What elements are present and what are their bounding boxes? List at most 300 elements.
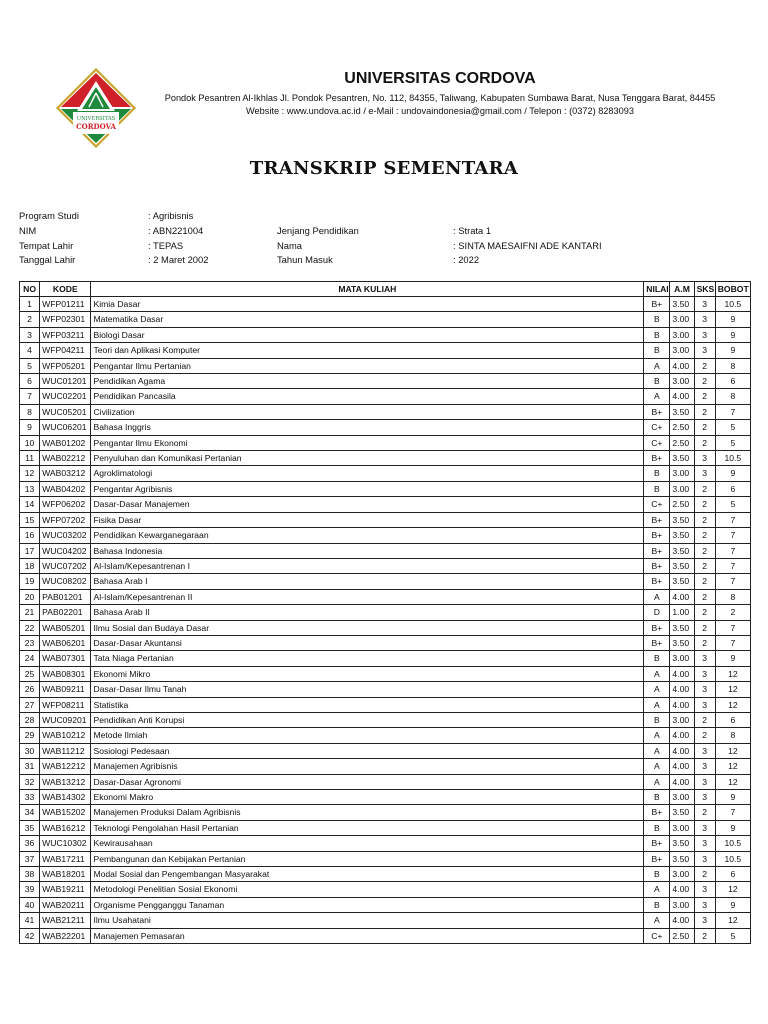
cell-no: 35 — [20, 820, 40, 835]
cell-no: 33 — [20, 790, 40, 805]
cell-bobot: 9 — [715, 327, 750, 342]
table-row — [20, 728, 751, 743]
cell-mata-kuliah: Ilmu Usahatani — [91, 913, 644, 928]
cell-mata-kuliah: Al-Islam/Kepesantrenan I — [91, 558, 644, 573]
table-row — [20, 759, 751, 774]
cell-sks: 3 — [694, 882, 715, 897]
cell-bobot: 10.5 — [715, 836, 750, 851]
cell-nilai: A — [644, 589, 670, 604]
cell-mata-kuliah: Matematika Dasar — [91, 312, 644, 327]
cell-bobot: 7 — [715, 512, 750, 527]
table-row — [20, 712, 751, 727]
table-row — [20, 420, 751, 435]
cell-mata-kuliah: Ekonomi Makro — [91, 790, 644, 805]
cell-bobot: 12 — [715, 743, 750, 758]
cell-no: 29 — [20, 728, 40, 743]
table-row — [20, 913, 751, 928]
cell-sks: 2 — [694, 867, 715, 882]
cell-nilai: B+ — [644, 836, 670, 851]
cell-bobot: 12 — [715, 774, 750, 789]
cell-nilai: A — [644, 666, 670, 681]
cell-mata-kuliah: Manajemen Agribisnis — [91, 759, 644, 774]
cell-mata-kuliah: Pembangunan dan Kebijakan Pertanian — [91, 851, 644, 866]
name-value: : SINTA MAESAIFNI ADE KANTARI — [453, 240, 602, 251]
cell-kode: WAB10212 — [40, 728, 91, 743]
header-bobot: BOBOT — [715, 282, 750, 297]
cell-nilai: C+ — [644, 435, 670, 450]
cell-sks: 3 — [694, 820, 715, 835]
cell-bobot: 12 — [715, 682, 750, 697]
cell-no: 9 — [20, 420, 40, 435]
cell-sks: 2 — [694, 512, 715, 527]
cell-sks: 3 — [694, 897, 715, 912]
cell-bobot: 6 — [715, 374, 750, 389]
cell-no: 36 — [20, 836, 40, 851]
university-contact: Website : www.undova.ac.id / e-Mail : undovaindonesia@gmail.com / Telepon : (0372) 8283093 — [246, 106, 634, 116]
cell-nilai: A — [644, 728, 670, 743]
cell-no: 11 — [20, 451, 40, 466]
cell-mata-kuliah: Agroklimatologi — [91, 466, 644, 481]
cell-nilai: A — [644, 743, 670, 758]
cell-no: 22 — [20, 620, 40, 635]
header-kode: KODE — [40, 282, 91, 297]
cell-mata-kuliah: Kimia Dasar — [91, 297, 644, 312]
cell-am: 2.50 — [670, 420, 694, 435]
cell-nilai: A — [644, 358, 670, 373]
cell-kode: WUC08202 — [40, 574, 91, 589]
cell-am: 3.00 — [670, 312, 694, 327]
cell-bobot: 6 — [715, 712, 750, 727]
cell-nilai: A — [644, 389, 670, 404]
cell-sks: 2 — [694, 728, 715, 743]
cell-no: 40 — [20, 897, 40, 912]
cell-sks: 2 — [694, 635, 715, 650]
cell-am: 2.50 — [670, 435, 694, 450]
cell-no: 6 — [20, 374, 40, 389]
cell-mata-kuliah: Bahasa Indonesia — [91, 543, 644, 558]
cell-sks: 3 — [694, 682, 715, 697]
cell-mata-kuliah: Pendidikan Kewarganegaraan — [91, 528, 644, 543]
table-row — [20, 435, 751, 450]
cell-nilai: B+ — [644, 620, 670, 635]
logo-text-bottom: CORDOVA — [76, 122, 116, 131]
table-row — [20, 605, 751, 620]
cell-kode: WAB17211 — [40, 851, 91, 866]
cell-sks: 3 — [694, 327, 715, 342]
cell-no: 2 — [20, 312, 40, 327]
cell-mata-kuliah: Dasar-Dasar Ilmu Tanah — [91, 682, 644, 697]
cell-no: 37 — [20, 851, 40, 866]
cell-am: 3.00 — [670, 790, 694, 805]
cell-sks: 3 — [694, 466, 715, 481]
cell-kode: WAB11212 — [40, 743, 91, 758]
cell-nilai: A — [644, 759, 670, 774]
table-row — [20, 666, 751, 681]
cell-sks: 3 — [694, 451, 715, 466]
cell-bobot: 7 — [715, 574, 750, 589]
cell-kode: WAB15202 — [40, 805, 91, 820]
cell-no: 5 — [20, 358, 40, 373]
cell-nilai: C+ — [644, 497, 670, 512]
cell-bobot: 10.5 — [715, 851, 750, 866]
cell-am: 4.00 — [670, 358, 694, 373]
cell-bobot: 8 — [715, 728, 750, 743]
cell-nilai: B+ — [644, 543, 670, 558]
cell-sks: 2 — [694, 928, 715, 943]
cell-nilai: A — [644, 682, 670, 697]
table-header-row — [20, 282, 751, 297]
cell-no: 34 — [20, 805, 40, 820]
cell-kode: WFP08211 — [40, 697, 91, 712]
cell-am: 3.50 — [670, 558, 694, 573]
cell-mata-kuliah: Statistika — [91, 697, 644, 712]
table-row — [20, 574, 751, 589]
cell-kode: WFP06202 — [40, 497, 91, 512]
cell-mata-kuliah: Metodologi Penelitian Sosial Ekonomi — [91, 882, 644, 897]
cell-am: 3.00 — [670, 374, 694, 389]
cell-bobot: 12 — [715, 697, 750, 712]
cell-kode: PAB02201 — [40, 605, 91, 620]
cell-no: 18 — [20, 558, 40, 573]
entry-year-value: : 2022 — [453, 254, 480, 265]
table-row — [20, 481, 751, 496]
name-label: Nama — [277, 240, 303, 251]
cell-kode: WAB05201 — [40, 620, 91, 635]
cell-am: 3.50 — [670, 805, 694, 820]
table-row — [20, 543, 751, 558]
cell-nilai: B — [644, 867, 670, 882]
table-row — [20, 635, 751, 650]
cell-bobot: 5 — [715, 435, 750, 450]
cell-mata-kuliah: Organisme Pengganggu Tanaman — [91, 897, 644, 912]
cell-am: 4.00 — [670, 682, 694, 697]
cell-nilai: B+ — [644, 558, 670, 573]
cell-am: 3.50 — [670, 297, 694, 312]
cell-mata-kuliah: Dasar-Dasar Agronomi — [91, 774, 644, 789]
cell-mata-kuliah: Dasar-Dasar Akuntansi — [91, 635, 644, 650]
cell-no: 20 — [20, 589, 40, 604]
cell-no: 8 — [20, 404, 40, 419]
nim-label: NIM — [19, 225, 37, 236]
cell-mata-kuliah: Manajemen Pemasaran — [91, 928, 644, 943]
table-row — [20, 820, 751, 835]
cell-no: 16 — [20, 528, 40, 543]
cell-kode: WAB18201 — [40, 867, 91, 882]
table-row — [20, 651, 751, 666]
cell-am: 4.00 — [670, 697, 694, 712]
university-crest-logo-icon — [55, 67, 137, 149]
cell-am: 4.00 — [670, 743, 694, 758]
cell-mata-kuliah: Biologi Dasar — [91, 327, 644, 342]
table-row — [20, 327, 751, 342]
cell-bobot: 7 — [715, 543, 750, 558]
table-row — [20, 620, 751, 635]
header-am: A.M — [670, 282, 694, 297]
cell-bobot: 7 — [715, 620, 750, 635]
cell-nilai: B — [644, 374, 670, 389]
cell-no: 30 — [20, 743, 40, 758]
cell-sks: 3 — [694, 851, 715, 866]
university-name: UNIVERSITAS CORDOVA — [344, 70, 536, 87]
cell-kode: WAB06201 — [40, 635, 91, 650]
cell-nilai: C+ — [644, 928, 670, 943]
cell-kode: WUC05201 — [40, 404, 91, 419]
table-row — [20, 882, 751, 897]
cell-no: 26 — [20, 682, 40, 697]
cell-bobot: 9 — [715, 343, 750, 358]
cell-nilai: B — [644, 327, 670, 342]
cell-nilai: A — [644, 913, 670, 928]
cell-bobot: 9 — [715, 651, 750, 666]
cell-kode: WUC06201 — [40, 420, 91, 435]
cell-kode: WAB02212 — [40, 451, 91, 466]
cell-sks: 3 — [694, 774, 715, 789]
logo-text-top: UNIVERSITAS — [76, 116, 116, 122]
cell-am: 3.50 — [670, 528, 694, 543]
cell-nilai: B+ — [644, 851, 670, 866]
cell-kode: WAB20211 — [40, 897, 91, 912]
cell-no: 4 — [20, 343, 40, 358]
cell-bobot: 2 — [715, 605, 750, 620]
cell-kode: WUC01201 — [40, 374, 91, 389]
cell-kode: WAB01202 — [40, 435, 91, 450]
cell-mata-kuliah: Pendidikan Anti Korupsi — [91, 712, 644, 727]
cell-no: 28 — [20, 712, 40, 727]
cell-kode: WAB03212 — [40, 466, 91, 481]
cell-no: 13 — [20, 481, 40, 496]
table-row — [20, 466, 751, 481]
cell-sks: 2 — [694, 374, 715, 389]
table-row — [20, 343, 751, 358]
cell-am: 3.00 — [670, 651, 694, 666]
entry-year-label: Tahun Masuk — [277, 254, 333, 265]
table-row — [20, 682, 751, 697]
transcript-table — [19, 281, 751, 944]
cell-bobot: 5 — [715, 928, 750, 943]
cell-mata-kuliah: Pendidikan Agama — [91, 374, 644, 389]
cell-nilai: B — [644, 897, 670, 912]
cell-nilai: B+ — [644, 528, 670, 543]
cell-mata-kuliah: Penyuluhan dan Komunikasi Pertanian — [91, 451, 644, 466]
cell-no: 27 — [20, 697, 40, 712]
cell-nilai: B+ — [644, 404, 670, 419]
birthplace-label: Tempat Lahir — [19, 240, 74, 251]
cell-bobot: 6 — [715, 481, 750, 496]
cell-am: 4.00 — [670, 882, 694, 897]
cell-kode: PAB01201 — [40, 589, 91, 604]
table-row — [20, 697, 751, 712]
cell-mata-kuliah: Ilmu Sosial dan Budaya Dasar — [91, 620, 644, 635]
cell-kode: WAB21211 — [40, 913, 91, 928]
birthdate-value: : 2 Maret 2002 — [148, 254, 209, 265]
cell-bobot: 8 — [715, 389, 750, 404]
cell-bobot: 7 — [715, 558, 750, 573]
cell-am: 3.50 — [670, 451, 694, 466]
cell-nilai: B+ — [644, 635, 670, 650]
cell-no: 25 — [20, 666, 40, 681]
cell-nilai: B — [644, 820, 670, 835]
cell-sks: 2 — [694, 558, 715, 573]
cell-mata-kuliah: Dasar-Dasar Manajemen — [91, 497, 644, 512]
cell-nilai: A — [644, 697, 670, 712]
cell-bobot: 12 — [715, 913, 750, 928]
cell-sks: 2 — [694, 481, 715, 496]
level-label: Jenjang Pendidikan — [277, 225, 359, 236]
cell-mata-kuliah: Pengantar Agribisnis — [91, 481, 644, 496]
cell-am: 3.50 — [670, 543, 694, 558]
cell-nilai: C+ — [644, 420, 670, 435]
cell-no: 3 — [20, 327, 40, 342]
cell-kode: WAB22201 — [40, 928, 91, 943]
cell-no: 7 — [20, 389, 40, 404]
university-address: Pondok Pesantren Al-Ikhlas Jl. Pondok Pesantren, No. 112, 84355, Taliwang, Kabupaten Sumbawa Barat, Nusa Tenggara Barat, 84455 — [164, 93, 716, 103]
cell-kode: WFP05201 — [40, 358, 91, 373]
cell-no: 38 — [20, 867, 40, 882]
cell-mata-kuliah: Pendidikan Pancasila — [91, 389, 644, 404]
cell-bobot: 9 — [715, 466, 750, 481]
cell-no: 12 — [20, 466, 40, 481]
cell-mata-kuliah: Bahasa Arab II — [91, 605, 644, 620]
table-row — [20, 297, 751, 312]
header-nilai: NILAI — [644, 282, 670, 297]
cell-sks: 2 — [694, 389, 715, 404]
cell-bobot: 5 — [715, 497, 750, 512]
cell-sks: 2 — [694, 589, 715, 604]
cell-kode: WAB14302 — [40, 790, 91, 805]
cell-bobot: 8 — [715, 589, 750, 604]
cell-am: 4.00 — [670, 759, 694, 774]
cell-kode: WUC09201 — [40, 712, 91, 727]
cell-am: 2.50 — [670, 497, 694, 512]
cell-am: 3.50 — [670, 851, 694, 866]
cell-sks: 3 — [694, 312, 715, 327]
cell-sks: 2 — [694, 712, 715, 727]
cell-no: 24 — [20, 651, 40, 666]
transcript-table-body — [20, 297, 751, 944]
cell-sks: 2 — [694, 528, 715, 543]
cell-kode: WFP03211 — [40, 327, 91, 342]
cell-am: 2.50 — [670, 928, 694, 943]
table-row — [20, 928, 751, 943]
cell-kode: WFP02301 — [40, 312, 91, 327]
cell-am: 3.50 — [670, 512, 694, 527]
cell-kode: WAB19211 — [40, 882, 91, 897]
cell-mata-kuliah: Metode Ilmiah — [91, 728, 644, 743]
table-row — [20, 851, 751, 866]
cell-am: 3.50 — [670, 574, 694, 589]
cell-bobot: 10.5 — [715, 451, 750, 466]
cell-bobot: 7 — [715, 528, 750, 543]
cell-nilai: D — [644, 605, 670, 620]
cell-am: 3.00 — [670, 820, 694, 835]
cell-no: 10 — [20, 435, 40, 450]
cell-sks: 3 — [694, 913, 715, 928]
cell-kode: WUC03202 — [40, 528, 91, 543]
table-row — [20, 558, 751, 573]
table-row — [20, 867, 751, 882]
cell-mata-kuliah: Fisika Dasar — [91, 512, 644, 527]
table-row — [20, 374, 751, 389]
cell-bobot: 12 — [715, 666, 750, 681]
cell-sks: 3 — [694, 297, 715, 312]
cell-am: 1.00 — [670, 605, 694, 620]
cell-bobot: 9 — [715, 312, 750, 327]
cell-am: 4.00 — [670, 728, 694, 743]
university-logo — [55, 67, 137, 149]
cell-nilai: B — [644, 312, 670, 327]
table-row — [20, 774, 751, 789]
cell-mata-kuliah: Modal Sosial dan Pengembangan Masyarakat — [91, 867, 644, 882]
table-row — [20, 790, 751, 805]
cell-mata-kuliah: Sosiologi Pedesaan — [91, 743, 644, 758]
cell-bobot: 9 — [715, 820, 750, 835]
cell-bobot: 7 — [715, 635, 750, 650]
cell-sks: 3 — [694, 666, 715, 681]
cell-nilai: B — [644, 466, 670, 481]
table-row — [20, 589, 751, 604]
cell-bobot: 6 — [715, 867, 750, 882]
cell-kode: WFP04211 — [40, 343, 91, 358]
cell-nilai: B+ — [644, 451, 670, 466]
table-row — [20, 451, 751, 466]
cell-sks: 3 — [694, 343, 715, 358]
cell-bobot: 7 — [715, 404, 750, 419]
cell-no: 1 — [20, 297, 40, 312]
program-value: : Agribisnis — [148, 210, 194, 221]
cell-am: 3.00 — [670, 343, 694, 358]
cell-sks: 3 — [694, 790, 715, 805]
cell-kode: WUC02201 — [40, 389, 91, 404]
nim-value: : ABN221004 — [148, 225, 204, 236]
cell-am: 4.00 — [670, 666, 694, 681]
cell-kode: WUC10302 — [40, 836, 91, 851]
cell-sks: 2 — [694, 497, 715, 512]
cell-am: 3.00 — [670, 481, 694, 496]
cell-kode: WAB07301 — [40, 651, 91, 666]
cell-sks: 2 — [694, 574, 715, 589]
cell-kode: WUC04202 — [40, 543, 91, 558]
table-row — [20, 358, 751, 373]
cell-kode: WAB08301 — [40, 666, 91, 681]
cell-sks: 2 — [694, 605, 715, 620]
cell-kode: WFP07202 — [40, 512, 91, 527]
cell-mata-kuliah: Tata Niaga Pertanian — [91, 651, 644, 666]
cell-mata-kuliah: Teknologi Pengolahan Hasil Pertanian — [91, 820, 644, 835]
table-row — [20, 743, 751, 758]
cell-bobot: 12 — [715, 882, 750, 897]
table-row — [20, 528, 751, 543]
cell-kode: WAB12212 — [40, 759, 91, 774]
cell-kode: WAB13212 — [40, 774, 91, 789]
table-row — [20, 512, 751, 527]
cell-nilai: B+ — [644, 512, 670, 527]
cell-bobot: 5 — [715, 420, 750, 435]
cell-no: 17 — [20, 543, 40, 558]
cell-am: 3.50 — [670, 635, 694, 650]
cell-mata-kuliah: Ekonomi Mikro — [91, 666, 644, 681]
cell-bobot: 7 — [715, 805, 750, 820]
cell-nilai: B — [644, 651, 670, 666]
program-label: Program Studi — [19, 210, 79, 221]
cell-nilai: B+ — [644, 805, 670, 820]
cell-kode: WFP01211 — [40, 297, 91, 312]
cell-nilai: B — [644, 343, 670, 358]
cell-nilai: B+ — [644, 297, 670, 312]
cell-sks: 2 — [694, 543, 715, 558]
table-row — [20, 312, 751, 327]
cell-am: 4.00 — [670, 774, 694, 789]
cell-sks: 2 — [694, 620, 715, 635]
